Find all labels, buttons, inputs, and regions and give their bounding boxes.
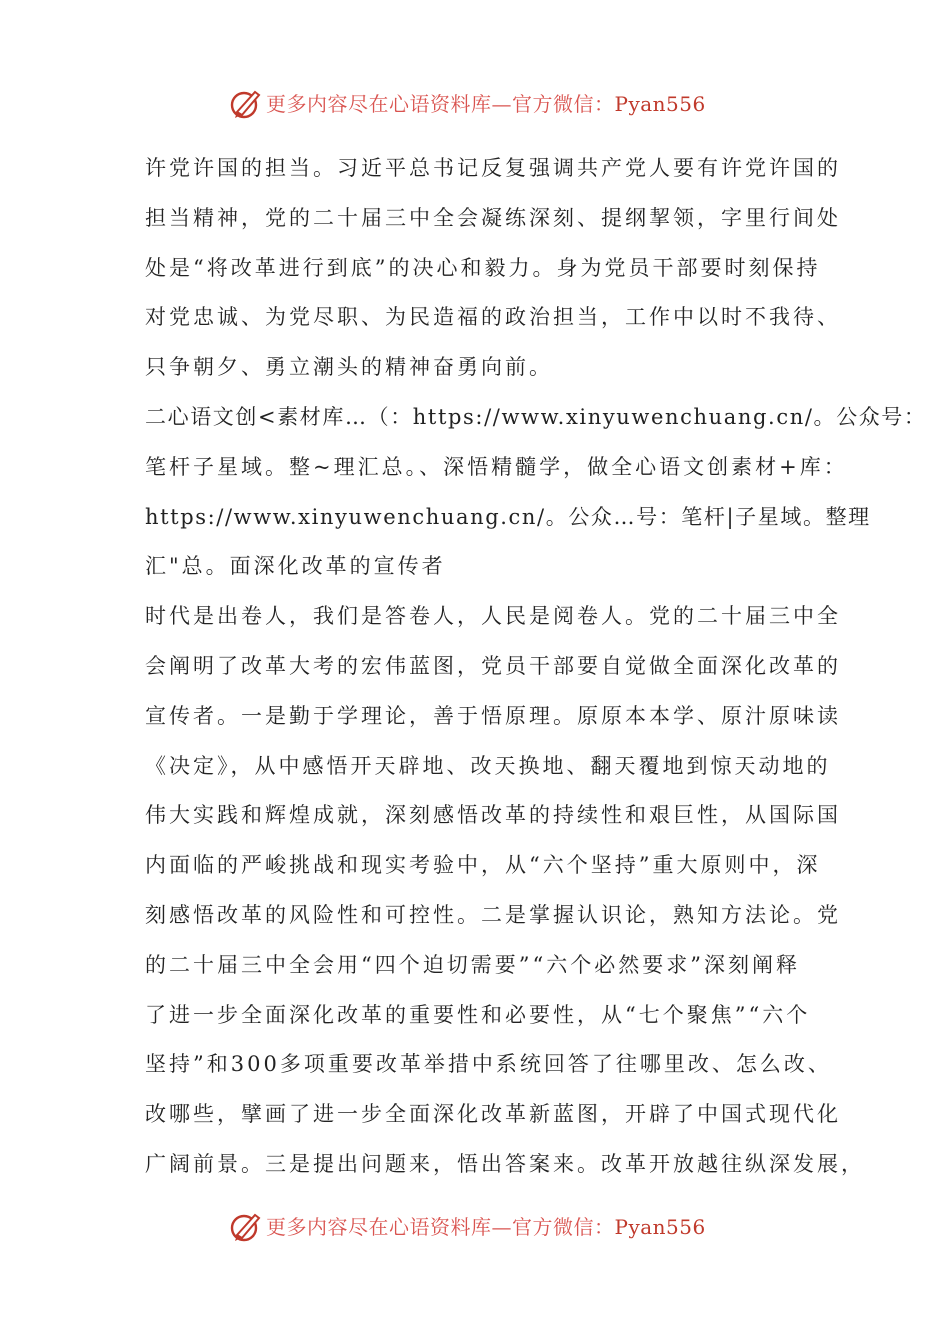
header-brand: 更多内容尽在心语资料库 — [266, 92, 492, 116]
body-line: 许党许国的担当。习近平总书记反复强调共产党人要有许党许国的 — [145, 156, 841, 180]
footer-text — [266, 1207, 706, 1247]
footer-wechat-id: Pyan556 — [614, 1215, 706, 1239]
body-line: 改哪些，擘画了进一步全面深化改革新蓝图，开辟了中国式现代化 — [145, 1102, 841, 1127]
body-line: 了进一步全面深化改革的重要性和必要性，从“七个聚焦”“六个 — [145, 1002, 811, 1027]
body-line: 坚持”和300多项重要改革举措中系统回答了往哪里改、怎么改、 — [145, 1052, 832, 1077]
body-line: 伟大实践和辉煌成就，深刻感悟改革的持续性和艰巨性，从国际国 — [145, 803, 841, 828]
footer-wechat-label: 官方微信： — [512, 1215, 615, 1239]
header-wechat-label: 官方微信： — [512, 92, 615, 116]
body-line: 会阐明了改革大考的宏伟蓝图，党员干部要自觉做全面深化改革的 — [145, 653, 841, 678]
body-line: 广阔前景。三是提出问题来，悟出答案来。改革开放越往纵深发展， — [145, 1151, 865, 1176]
body-line: 笔杆子星域。整~理汇总。、深悟精髓学，做全心语文创素材+库： — [145, 454, 848, 479]
footer-brand: 更多内容尽在心语资料库 — [266, 1215, 492, 1239]
header-dash: — — [491, 92, 512, 116]
pen-logo-icon — [228, 86, 264, 122]
header-banner — [0, 84, 950, 124]
footer-dash: — — [491, 1215, 512, 1239]
body-line: 刻感悟改革的风险性和可控性。二是掌握认识论，熟知方法论。党 — [145, 902, 841, 927]
body-line: 只争朝夕、勇立潮头的精神奋勇向前。 — [145, 355, 553, 380]
body-line: 汇"总。面深化改革的宣传者 — [145, 554, 446, 579]
footer-banner — [0, 1207, 950, 1247]
body-line: 宣传者。一是勤于学理论，善于悟原理。原原本本学、原汁原味读 — [145, 703, 841, 728]
document-body — [145, 144, 927, 1190]
pen-logo-icon — [228, 1209, 264, 1245]
header-wechat-id: Pyan556 — [614, 92, 706, 116]
body-line: 《决定》，从中感悟开天辟地、改天换地、翻天覆地到惊天动地的 — [145, 753, 831, 778]
body-line: 的二十届三中全会用“四个迫切需要”“六个必然要求”深刻阐释 — [145, 952, 800, 977]
body-line: 对党忠诚、为党尽职、为民造福的政治担当，工作中以时不我待、 — [145, 305, 841, 330]
body-line: 二心语文创<素材库…（：https://www.xinyuwenchuang.cn/。公众号： — [145, 404, 927, 429]
body-line: 时代是出卷人，我们是答卷人，人民是阅卷人。党的二十届三中全 — [145, 604, 841, 629]
header-text — [266, 84, 706, 124]
body-line: 担当精神，党的二十届三中全会凝练深刻、提纲挈领，字里行间处 — [145, 205, 841, 230]
body-line: 内面临的严峻挑战和现实考验中，从“六个坚持”重大原则中，深 — [145, 853, 821, 878]
body-line: https://www.xinyuwenchuang.cn/。公众…号：笔杆|子星域。整理 — [145, 504, 871, 529]
body-line: 处是“将改革进行到底”的决心和毅力。身为党员干部要时刻保持 — [145, 255, 821, 280]
